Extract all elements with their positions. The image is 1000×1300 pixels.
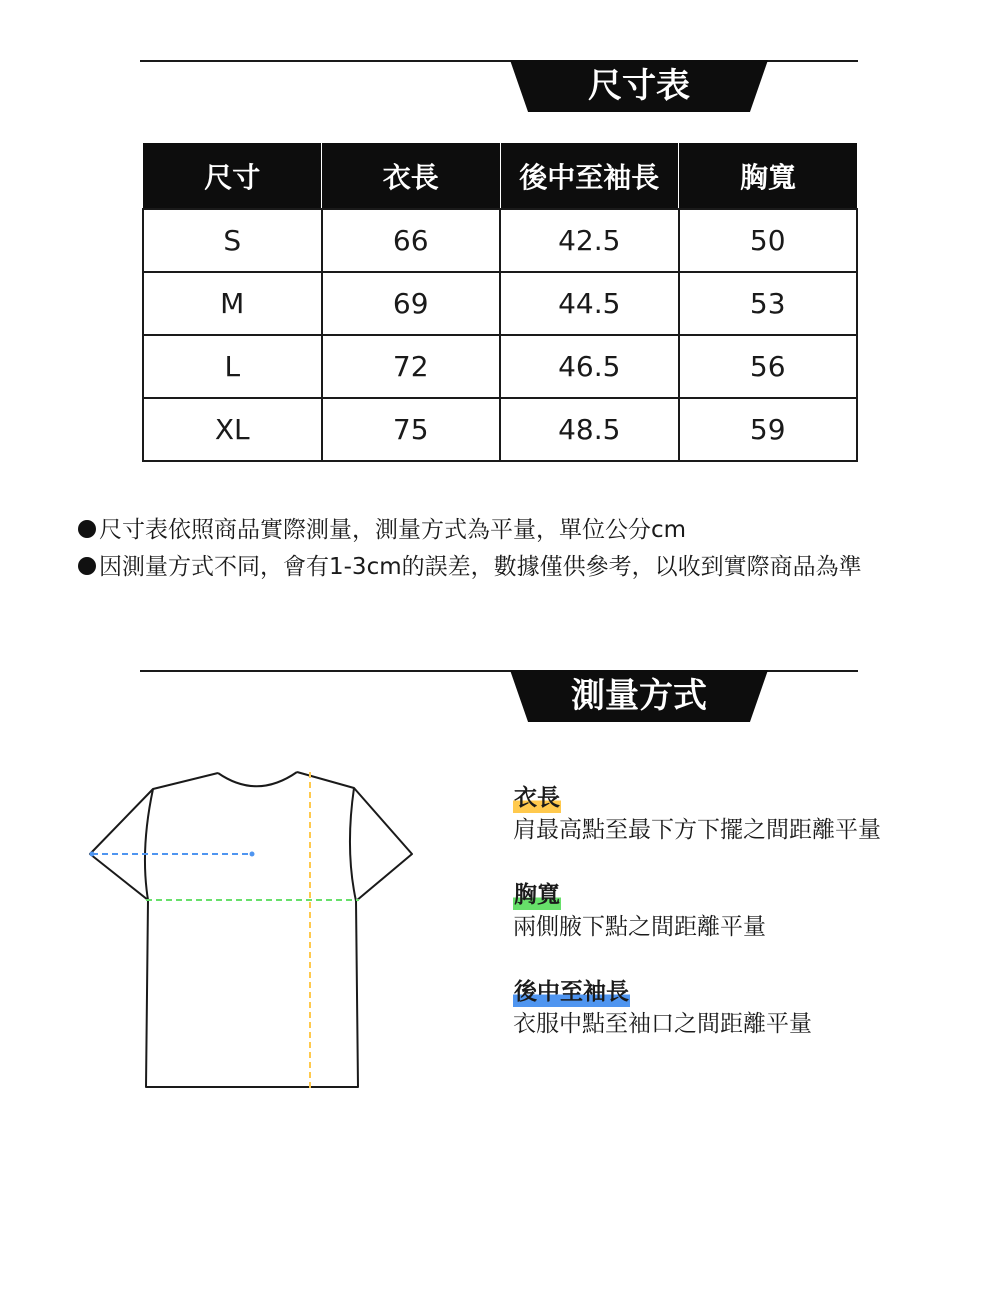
table-cell: L [143,335,322,398]
column-header-sleeve: 後中至袖長 [500,143,679,209]
note-item [78,512,862,549]
measurement-header [140,670,858,730]
table-row [143,209,857,272]
measurement-label: 胸寬 [514,882,560,908]
sleeve-measure-start-dot [90,852,95,857]
note-text: 因測量方式不同，會有1-3cm的誤差，數據僅供參考，以收到實際商品為準 [99,554,862,580]
measurement-description: 肩最高點至最下方下擺之間距離平量 [513,817,881,843]
table-header-row [143,143,857,209]
tshirt-collar [218,772,297,786]
measurement-label: 後中至袖長 [514,979,629,1005]
measurement-item-sleeve [513,977,983,1041]
size-chart-header [140,60,858,120]
table-cell: 42.5 [500,209,679,272]
column-header-chest: 胸寬 [679,143,858,209]
table-cell: XL [143,398,322,461]
note-text: 尺寸表依照商品實際測量，測量方式為平量，單位公分cm [99,517,687,543]
column-header-size: 尺寸 [143,143,322,209]
table-cell: 69 [322,272,501,335]
tshirt-diagram [80,760,430,1100]
measurement-item-length [513,783,983,847]
table-cell: S [143,209,322,272]
size-table [142,143,858,462]
tshirt-outline [90,772,412,1087]
table-row [143,272,857,335]
table-cell: 53 [679,272,858,335]
note-item [78,549,862,586]
measurement-label: 衣長 [514,785,560,811]
measurement-description: 兩側腋下點之間距離平量 [513,914,766,940]
tshirt-right-armhole [350,788,356,901]
notes [78,512,862,586]
measurement-item-chest [513,880,983,944]
table-row [143,398,857,461]
table-cell: M [143,272,322,335]
table-cell: 66 [322,209,501,272]
column-header-length: 衣長 [322,143,501,209]
table-cell: 59 [679,398,858,461]
size-chart-title: 尺寸表 [588,66,690,106]
table-cell: 72 [322,335,501,398]
measurement-description: 衣服中點至袖口之間距離平量 [513,1011,812,1037]
measurement-list [513,783,983,1074]
table-cell: 56 [679,335,858,398]
table-cell: 44.5 [500,272,679,335]
table-cell: 48.5 [500,398,679,461]
tshirt-left-armhole [145,789,153,900]
measurement-title: 測量方式 [571,676,707,716]
sleeve-measure-end-dot [250,852,255,857]
table-row [143,335,857,398]
bullet-icon [78,520,96,538]
bullet-icon [78,557,96,575]
table-cell: 46.5 [500,335,679,398]
table-cell: 75 [322,398,501,461]
table-cell: 50 [679,209,858,272]
